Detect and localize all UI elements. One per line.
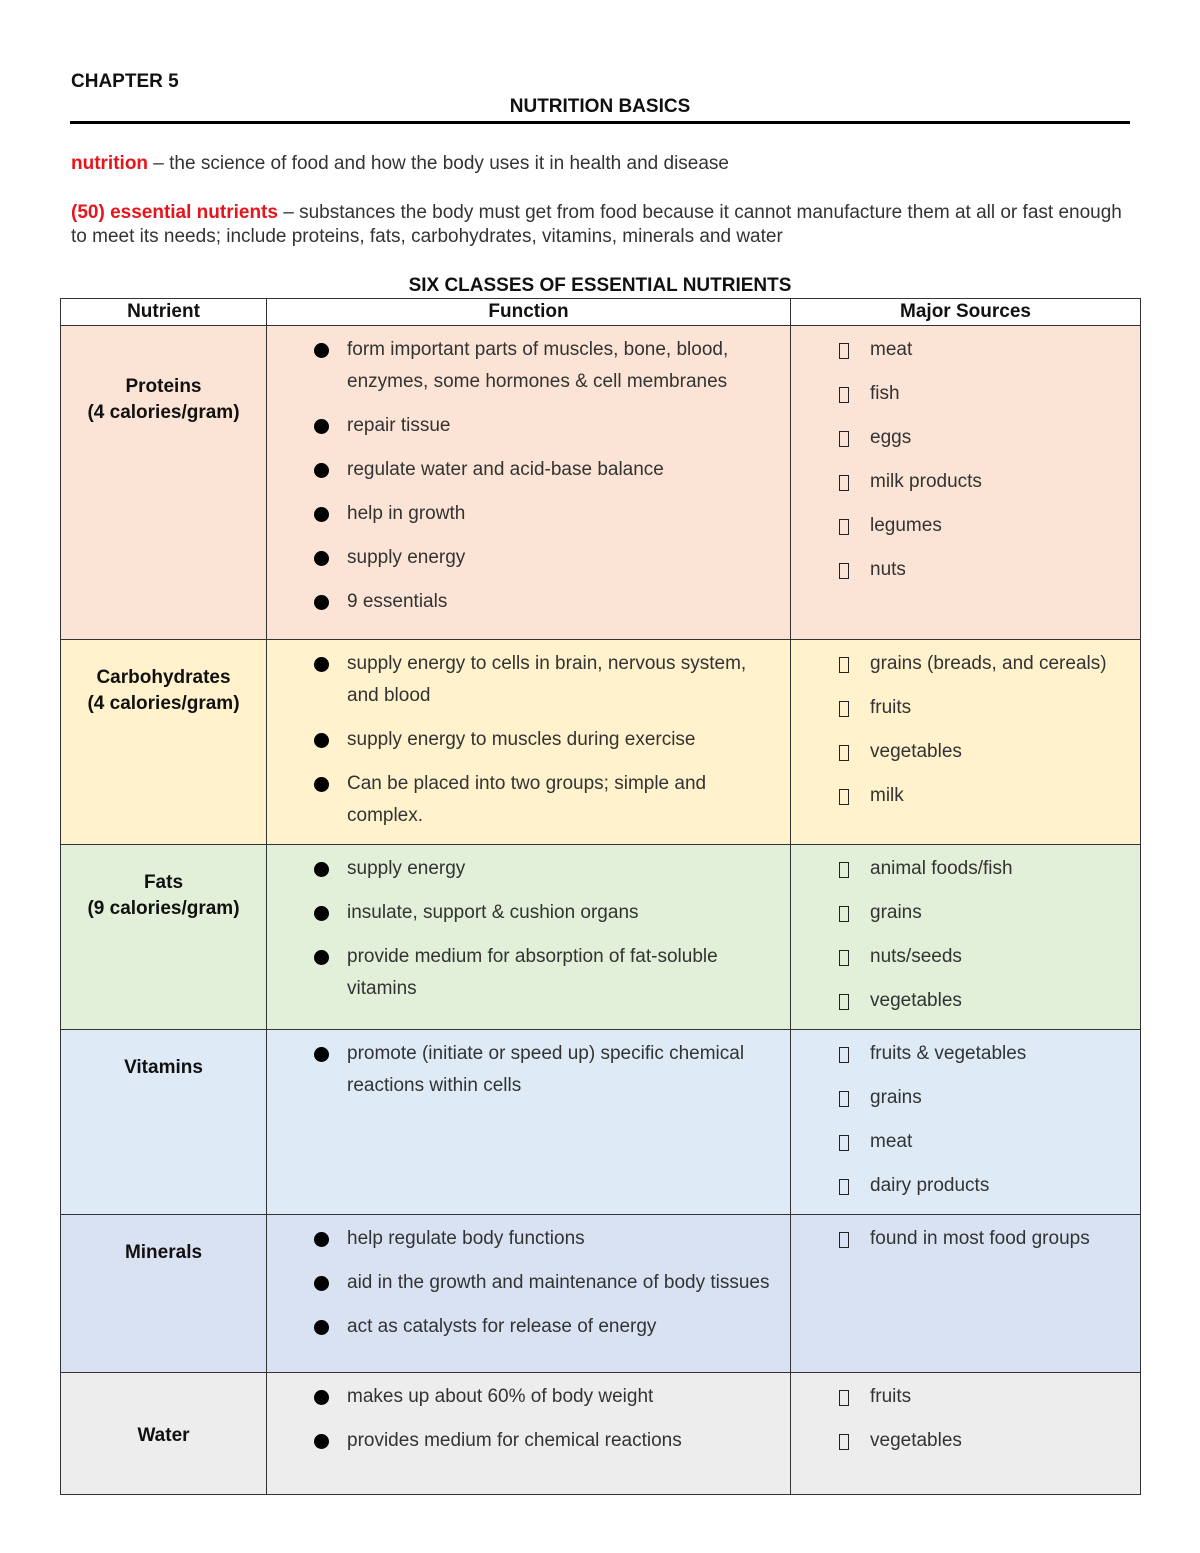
- function-item: [267, 853, 790, 885]
- checkbox-glyph-icon: [839, 343, 849, 359]
- source-item: [791, 1082, 1140, 1114]
- page-title: NUTRITION BASICS: [509, 96, 691, 117]
- column-header: Function: [267, 299, 791, 326]
- source-item: [791, 1126, 1140, 1158]
- checkbox-glyph-icon: [839, 701, 849, 717]
- function-item: [267, 1381, 790, 1413]
- function-cell: [267, 845, 791, 1030]
- definition-term: (50) essential nutrients: [71, 202, 278, 223]
- function-text: 9 essentials: [347, 591, 448, 612]
- nutrient-name: [61, 1030, 266, 1081]
- checkbox-glyph-icon: [839, 475, 849, 491]
- function-list: [267, 1030, 790, 1102]
- bullet-icon: [314, 343, 329, 358]
- checkbox-glyph-icon: [839, 563, 849, 579]
- nutrient-cell: [61, 640, 267, 845]
- sources-list: [791, 640, 1140, 812]
- nutrient-cell: [61, 1030, 267, 1215]
- function-text: provides medium for chemical reactions: [347, 1430, 682, 1451]
- source-text: vegetables: [870, 990, 962, 1011]
- source-text: meat: [870, 1131, 913, 1152]
- bullet-icon: [314, 657, 329, 672]
- nutrient-name: [61, 1373, 266, 1449]
- function-list: [267, 640, 790, 832]
- function-item: [267, 454, 790, 486]
- function-item: [267, 498, 790, 530]
- function-item: [267, 941, 790, 1005]
- table-title: SIX CLASSES OF ESSENTIAL NUTRIENTS: [408, 275, 792, 296]
- function-text: aid in the growth and maintenance of body tissues: [347, 1272, 770, 1293]
- bullet-icon: [314, 507, 329, 522]
- nutrient-cell: [61, 1215, 267, 1373]
- nutrient-name: [61, 640, 266, 717]
- bullet-icon: [314, 551, 329, 566]
- table-row: [61, 326, 1141, 640]
- source-item: [791, 736, 1140, 768]
- source-item: [791, 466, 1140, 498]
- function-item: [267, 1425, 790, 1457]
- sources-cell: [791, 326, 1141, 640]
- bullet-icon: [314, 950, 329, 965]
- table-row: [61, 845, 1141, 1030]
- checkbox-glyph-icon: [839, 950, 849, 966]
- source-item: [791, 853, 1140, 885]
- sources-list: [791, 845, 1140, 1017]
- source-text: milk: [870, 785, 904, 806]
- function-cell: [267, 1215, 791, 1373]
- nutrient-title: Fats: [143, 872, 184, 893]
- function-text: makes up about 60% of body weight: [347, 1386, 654, 1407]
- function-list: [267, 326, 790, 618]
- source-item: [791, 941, 1140, 973]
- source-item: [791, 897, 1140, 929]
- source-item: [791, 334, 1140, 366]
- function-cell: [267, 1030, 791, 1215]
- source-item: [791, 1381, 1140, 1413]
- function-item: [267, 768, 790, 832]
- source-text: eggs: [870, 427, 912, 448]
- source-item: [791, 422, 1140, 454]
- sources-cell: [791, 845, 1141, 1030]
- sources-cell: [791, 1373, 1141, 1495]
- checkbox-glyph-icon: [839, 1047, 849, 1063]
- checkbox-glyph-icon: [839, 657, 849, 673]
- bullet-icon: [314, 1390, 329, 1405]
- function-text: form important parts of muscles, bone, blood, enzymes, some hormones & cell membranes: [347, 339, 729, 392]
- source-item: [791, 1223, 1140, 1255]
- source-text: grains: [870, 902, 922, 923]
- source-text: vegetables: [870, 1430, 962, 1451]
- function-cell: [267, 326, 791, 640]
- function-text: provide medium for absorption of fat-soluble vitamins: [347, 946, 718, 999]
- bullet-icon: [314, 419, 329, 434]
- function-text: help in growth: [347, 503, 466, 524]
- function-item: [267, 334, 790, 398]
- checkbox-glyph-icon: [839, 1434, 849, 1450]
- source-item: [791, 985, 1140, 1017]
- checkbox-glyph-icon: [839, 1135, 849, 1151]
- source-text: grains: [870, 1087, 922, 1108]
- source-text: fruits & vegetables: [870, 1043, 1027, 1064]
- source-text: animal foods/fish: [870, 858, 1013, 879]
- checkbox-glyph-icon: [839, 994, 849, 1010]
- function-item: [267, 1038, 790, 1102]
- bullet-icon: [314, 777, 329, 792]
- function-item: [267, 1223, 790, 1255]
- sources-cell: [791, 1215, 1141, 1373]
- bullet-icon: [314, 1047, 329, 1062]
- checkbox-glyph-icon: [839, 1179, 849, 1195]
- source-item: [791, 1038, 1140, 1070]
- bullet-icon: [314, 1232, 329, 1247]
- nutrient-name: [61, 1215, 266, 1266]
- bullet-icon: [314, 862, 329, 877]
- nutrient-cell: [61, 326, 267, 640]
- sources-list: [791, 1030, 1140, 1202]
- bullet-icon: [314, 1276, 329, 1291]
- column-header: Major Sources: [791, 299, 1141, 326]
- checkbox-glyph-icon: [839, 1232, 849, 1248]
- function-item: [267, 410, 790, 442]
- nutrient-calories: (4 calories/gram): [87, 693, 240, 714]
- definition-term: nutrition: [71, 153, 149, 174]
- nutrient-title: Minerals: [124, 1242, 203, 1263]
- function-item: [267, 542, 790, 574]
- nutrient-name: [61, 326, 266, 426]
- function-text: supply energy: [347, 547, 466, 568]
- nutrients-table: [60, 298, 1141, 1495]
- title-rule: [70, 121, 1130, 124]
- sources-cell: [791, 640, 1141, 845]
- source-item: [791, 780, 1140, 812]
- source-text: meat: [870, 339, 913, 360]
- function-item: [267, 648, 790, 712]
- checkbox-glyph-icon: [839, 387, 849, 403]
- nutrient-title: Proteins: [125, 376, 202, 397]
- definition-essential-nutrients: [71, 201, 1141, 249]
- bullet-icon: [314, 595, 329, 610]
- function-text: help regulate body functions: [347, 1228, 585, 1249]
- table-row: [61, 1215, 1141, 1373]
- source-text: fruits: [870, 1386, 912, 1407]
- function-text: promote (initiate or speed up) specific chemical reactions within cells: [347, 1043, 745, 1096]
- function-text: supply energy to muscles during exercise: [347, 729, 696, 750]
- function-text: regulate water and acid-base balance: [347, 459, 664, 480]
- nutrient-cell: [61, 1373, 267, 1495]
- source-text: found in most food groups: [870, 1228, 1090, 1249]
- function-list: [267, 1373, 790, 1457]
- bullet-icon: [314, 906, 329, 921]
- function-cell: [267, 1373, 791, 1495]
- checkbox-glyph-icon: [839, 862, 849, 878]
- function-list: [267, 845, 790, 1005]
- source-text: nuts: [870, 559, 906, 580]
- checkbox-glyph-icon: [839, 1091, 849, 1107]
- source-text: fish: [870, 383, 900, 404]
- source-item: [791, 510, 1140, 542]
- table-row: [61, 1373, 1141, 1495]
- column-header: Nutrient: [61, 299, 267, 326]
- bullet-icon: [314, 733, 329, 748]
- table-header-row: [61, 299, 1141, 326]
- function-text: supply energy: [347, 858, 466, 879]
- checkbox-glyph-icon: [839, 789, 849, 805]
- source-item: [791, 554, 1140, 586]
- table-row: [61, 1030, 1141, 1215]
- source-item: [791, 648, 1140, 680]
- definition-text: – the science of food and how the body uses it in health and disease: [148, 153, 729, 174]
- source-item: [791, 1170, 1140, 1202]
- checkbox-glyph-icon: [839, 519, 849, 535]
- source-item: [791, 1425, 1140, 1457]
- checkbox-glyph-icon: [839, 431, 849, 447]
- source-text: legumes: [870, 515, 942, 536]
- checkbox-glyph-icon: [839, 906, 849, 922]
- function-text: repair tissue: [347, 415, 451, 436]
- source-text: milk products: [870, 471, 982, 492]
- function-text: act as catalysts for release of energy: [347, 1316, 657, 1337]
- function-item: [267, 586, 790, 618]
- sources-list: [791, 1373, 1140, 1457]
- source-text: vegetables: [870, 741, 962, 762]
- nutrient-cell: [61, 845, 267, 1030]
- function-cell: [267, 640, 791, 845]
- chapter-label: CHAPTER 5: [71, 71, 179, 92]
- function-text: supply energy to cells in brain, nervous system, and blood: [347, 653, 747, 706]
- source-text: nuts/seeds: [870, 946, 962, 967]
- nutrient-title: Water: [137, 1425, 190, 1446]
- function-text: insulate, support & cushion organs: [347, 902, 639, 923]
- function-item: [267, 897, 790, 929]
- nutrient-calories: (4 calories/gram): [87, 402, 240, 423]
- bullet-icon: [314, 1434, 329, 1449]
- source-item: [791, 378, 1140, 410]
- definition-text: – substances the body must get from food because it cannot manufacture them at all or fast enough to meet its needs; include proteins, fats, carbohydrates, vitamins, minerals and water: [71, 202, 1122, 247]
- source-text: dairy products: [870, 1175, 990, 1196]
- nutrient-title: Carbohydrates: [96, 667, 231, 688]
- function-item: [267, 1267, 790, 1299]
- bullet-icon: [314, 463, 329, 478]
- function-text: Can be placed into two groups; simple and complex.: [347, 773, 707, 826]
- nutrient-title: Vitamins: [124, 1057, 203, 1078]
- source-text: fruits: [870, 697, 912, 718]
- function-item: [267, 724, 790, 756]
- source-text: grains (breads, and cereals): [870, 653, 1107, 674]
- sources-cell: [791, 1030, 1141, 1215]
- sources-list: [791, 1215, 1140, 1255]
- function-list: [267, 1215, 790, 1343]
- checkbox-glyph-icon: [839, 1390, 849, 1406]
- source-item: [791, 692, 1140, 724]
- sources-list: [791, 326, 1140, 586]
- definition-nutrition: [71, 152, 1141, 176]
- nutrient-name: [61, 845, 266, 922]
- nutrient-calories: (9 calories/gram): [87, 898, 240, 919]
- bullet-icon: [314, 1320, 329, 1335]
- function-item: [267, 1311, 790, 1343]
- table-row: [61, 640, 1141, 845]
- checkbox-glyph-icon: [839, 745, 849, 761]
